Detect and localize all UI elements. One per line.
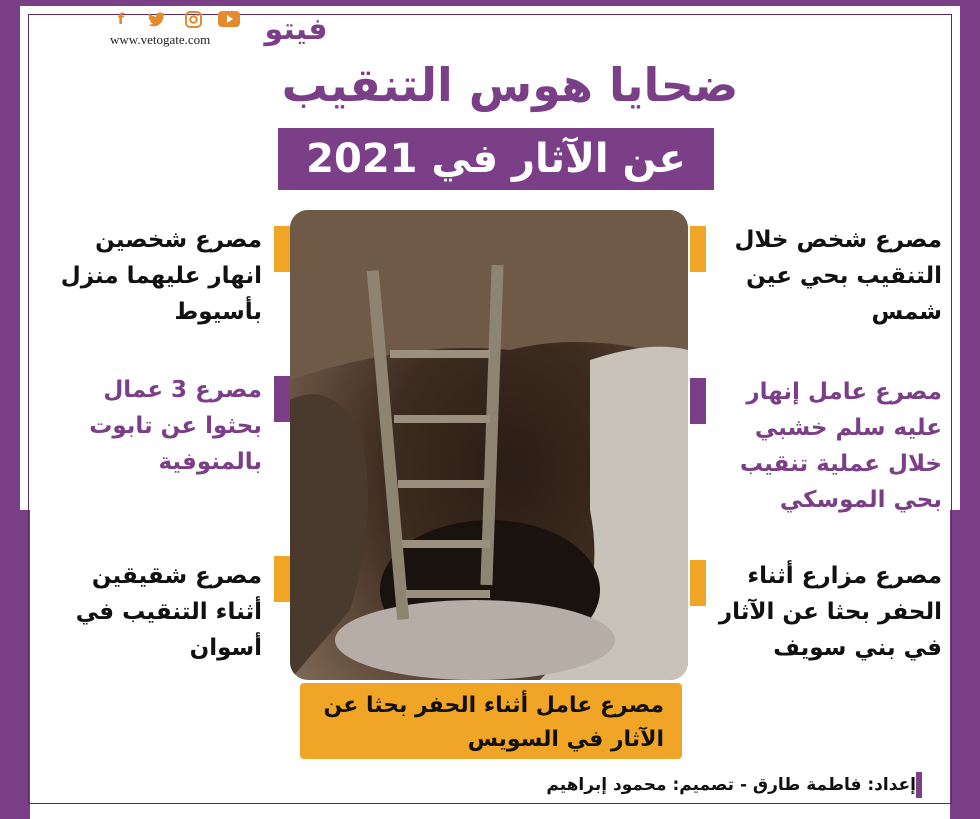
photo-caption: مصرع عامل أثناء الحفر بحثا عن الآثار في السويس: [300, 683, 682, 759]
headline-line2-box: [278, 128, 714, 190]
brand-logo: فيتو: [264, 11, 328, 47]
left-item-3: مصرع شقيقين أثناء التنقيب في أسوان: [75, 563, 262, 661]
left-item-2: مصرع 3 عمال بحثوا عن تابوت بالمنوفية: [89, 377, 262, 475]
right-item-3: مصرع مزارع أثناء الحفر بحثا عن الآثار في بني سويف: [718, 563, 942, 661]
facebook-icon[interactable]: f: [117, 10, 125, 28]
social-icons: [110, 10, 240, 28]
right-item-2: مصرع عامل إنهار عليه سلم خشبي خلال عملية تنقيب بحي الموسكي: [739, 379, 942, 513]
headline-line2: عن الآثار في 2021: [306, 136, 686, 182]
item-marker: [274, 226, 290, 272]
top-frame: [0, 0, 980, 6]
right-item-1: مصرع شخص خلال التنقيب بحي عين شمس: [734, 227, 942, 325]
website-url[interactable]: www.vetogate.com: [110, 32, 211, 47]
item-marker: [274, 556, 290, 602]
right-accent-block: [950, 510, 980, 819]
left-accent-block: [0, 510, 30, 819]
youtube-icon[interactable]: [218, 10, 240, 28]
twitter-icon[interactable]: [146, 10, 168, 28]
credit-line: إعداد: فاطمة طارق - تصميم: محمود إبراهيم: [546, 775, 916, 795]
item-marker: [690, 560, 706, 606]
left-item-1: مصرع شخصين انهار عليهما منزل بأسيوط: [60, 227, 262, 325]
item-marker: [690, 226, 706, 272]
excavation-shaft-photo: [290, 210, 688, 680]
instagram-icon[interactable]: [182, 10, 204, 28]
item-marker: [274, 376, 290, 422]
headline-line1: ضحايا هوس التنقيب: [281, 58, 739, 112]
item-marker: [690, 378, 706, 424]
